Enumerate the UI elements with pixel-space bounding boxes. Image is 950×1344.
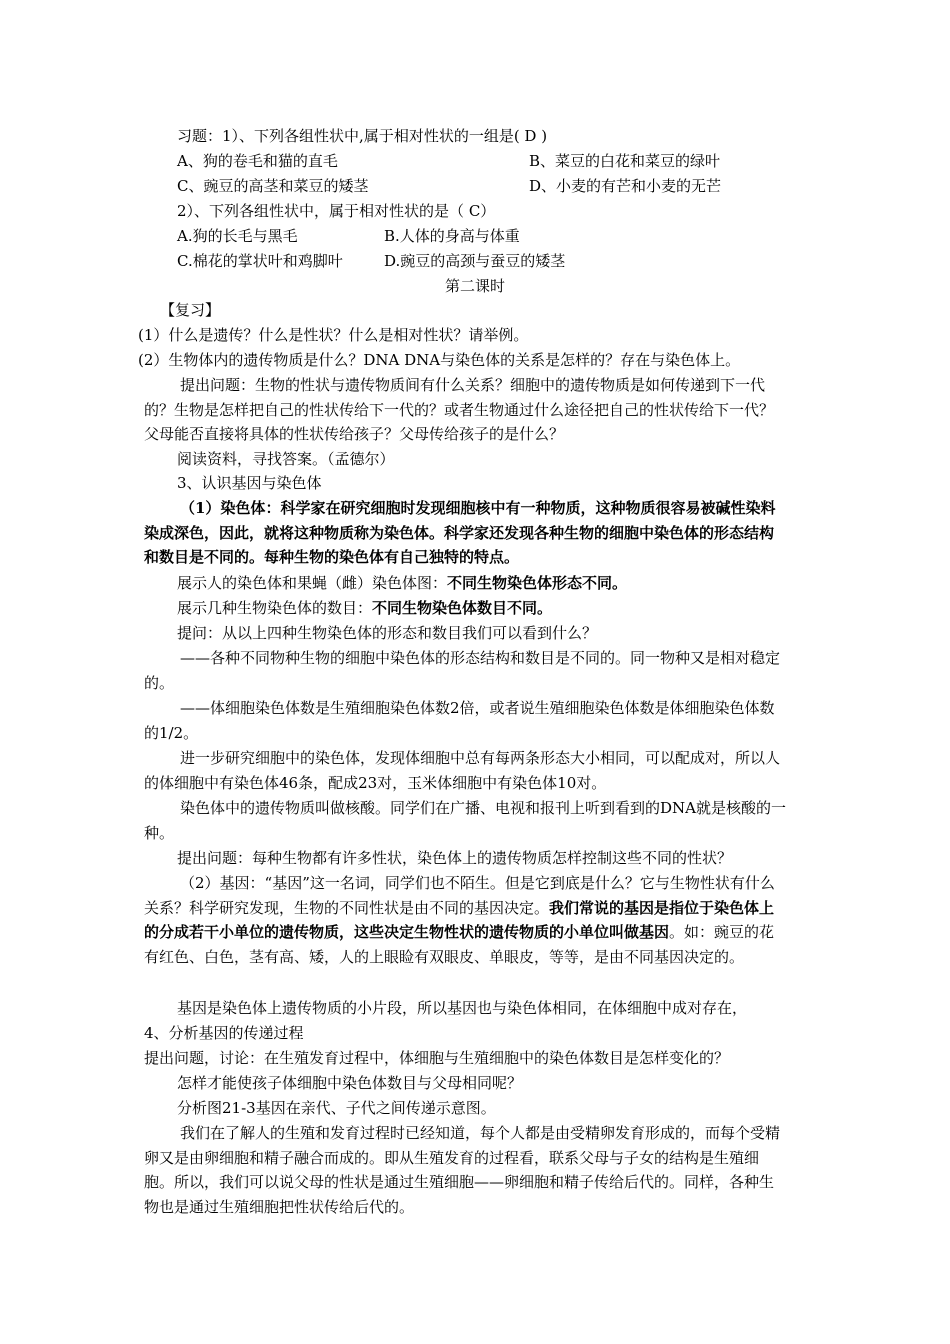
lesson-title: 第二课时: [444, 277, 505, 295]
exercise-1-option-b: B、菜豆的白花和菜豆的绿叶: [529, 152, 721, 170]
show-shape-conclusion: 不同生物染色体形态不同。: [447, 574, 628, 592]
conclusion-paragraph: 我们在了解人的生殖和发育过程时已经知道，每个人都是由受精卵发育形成的，而每个受精卵又是由卵细胞和精子融合而成的。即从生殖发育的过程看，联系父母与子女的结构是生殖细胞。所以，我们可以说父母的性状是通过生殖细胞——卵细胞和精子传给后代的。同样，各种生物也是通过生殖细胞把性状传给后代的。: [144, 1124, 781, 1216]
show-chromosome-shape: [177, 571, 627, 596]
discussion-question: 提出问题，讨论：在生殖发育过程中，体细胞与生殖细胞中的染色体数目是怎样变化的？: [144, 1049, 730, 1067]
section-4-title: 4、分析基因的传递过程: [144, 1024, 304, 1042]
figure-analysis-line: 分析图21-3基因在亲代、子代之间传递示意图。: [177, 1099, 496, 1117]
read-material-line: 阅读资料，寻找答案。（孟德尔）: [177, 450, 395, 468]
review-question-1: (1）什么是遗传？什么是性状？什么是相对性状？请举例。: [138, 326, 529, 344]
show-number-text: 展示几种生物染色体的数目：: [177, 599, 373, 617]
exercise-2-option-a: A.狗的长毛与黑毛: [177, 227, 298, 245]
dna-paragraph: 染色体中的遗传物质叫做核酸。同学们在广播、电视和报刊上听到看到的DNA就是核酸的一种。: [144, 799, 786, 842]
gene-intro: （2）基因：“基因”这一名词，同学们也不陌生。但是它到底是什么？它与生物性状有什么关系？科学研究发现，生物的不同性状是由不同的基因决定。: [144, 874, 775, 917]
how-question: 怎样才能使孩子体细胞中染色体数目与父母相同呢？: [177, 1074, 523, 1092]
exercise-1-stem: 习题：1）、下列各组性状中,属于相对性状的一组是( D ): [177, 127, 548, 145]
review-heading: 【复习】: [160, 301, 221, 319]
show-shape-text: 展示人的染色体和果蝇（雌）染色体图：: [177, 574, 448, 592]
exercise-1-option-d: D、小麦的有芒和小麦的无芒: [529, 177, 722, 195]
question-paragraph: 提出问题：生物的性状与遗传物质间有什么关系？细胞中的遗传物质是如何传递到下一代的？生物是怎样把自己的性状传给下一代的？或者生物通过什么途径把自己的性状传给下一代？父母能否直接将具体的性状传给孩子？父母传给孩子的是什么？: [144, 376, 775, 444]
further-research-paragraph: 进一步研究细胞中的染色体，发现体细胞中总有每两条形态大小相同，可以配成对，所以人的体细胞中有染色体46条，配成23对，玉米体细胞中有染色体10对。: [144, 749, 781, 792]
exercise-1-option-a: A、狗的卷毛和猫的直毛: [177, 152, 338, 170]
review-question-2: (2）生物体内的遗传物质是什么？DNA DNA与染色体的关系是怎样的？存在与染色体上。: [138, 351, 741, 369]
exercise-2-stem: 2）、下列各组性状中，属于相对性状的是（ C）: [177, 202, 496, 220]
exercise-1-option-c: C、豌豆的高茎和菜豆的矮茎: [177, 177, 369, 195]
control-question: 提出问题：每种生物都有许多性状，染色体上的遗传物质怎样控制这些不同的性状？: [177, 849, 733, 867]
question-line: 提问：从以上四种生物染色体的形态和数目我们可以看到什么？: [177, 624, 598, 642]
show-number-conclusion: 不同生物染色体数目不同。: [372, 599, 553, 617]
gene-paragraph: [144, 871, 786, 969]
answer-1: ——各种不同物种生物的细胞中染色体的形态结构和数目是不同的。同一物种又是相对稳定的。: [144, 649, 781, 692]
show-chromosome-number: [177, 596, 552, 621]
gene-definition: 我们常说的基因是指位于染色体上的分成若干小单位的遗传物质，这些决定生物性状的遗传物质的小单位叫做基因: [144, 898, 775, 942]
exercise-2-option-c: C.棉花的掌状叶和鸡脚叶: [177, 252, 343, 270]
chromosome-definition: （1）染色体：科学家在研究细胞时发现细胞核中有一种物质，这种物质很容易被碱性染料染成深色，因此，就将这种物质称为染色体。科学家还发现各种生物的细胞中染色体的形态结构和数目是不同的。每种生物的染色体有自己独特的特点。: [144, 499, 776, 567]
answer-2: ——体细胞染色体数是生殖细胞染色体数2倍，或者说生殖细胞染色体数是体细胞染色体数的1/2。: [144, 699, 775, 742]
gene-examples: 。如：豌豆的花有红色、白色，茎有高、矮，人的上眼睑有双眼皮、单眼皮，等等，是由不同基因决定的。: [144, 923, 775, 966]
exercise-2-option-b: B.人体的身高与体重: [384, 227, 520, 245]
section-3-title: 3、认识基因与染色体: [177, 474, 322, 492]
gene-pair-line: 基因是染色体上遗传物质的小片段，所以基因也与染色体相同，在体细胞中成对存在，: [177, 999, 748, 1017]
exercise-2-option-d: D.豌豆的高颈与蚕豆的矮茎: [384, 252, 566, 270]
